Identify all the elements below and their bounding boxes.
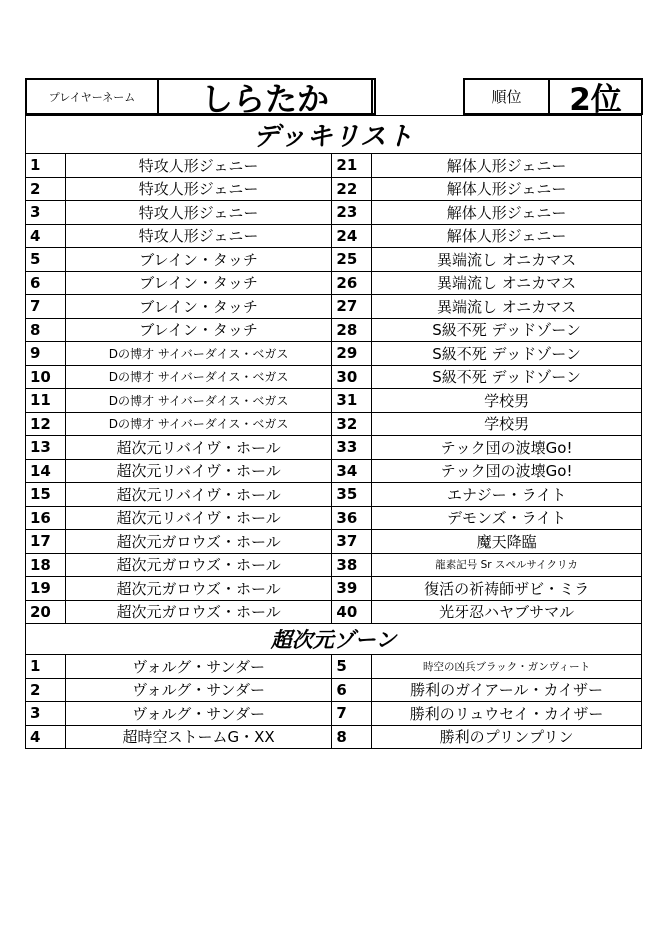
hyper-row (26, 725, 642, 749)
card-name-left: 特攻人形ジェニー (65, 154, 332, 178)
card-name-right: 解体人形ジェニー (372, 154, 642, 178)
player-name-box (25, 78, 376, 118)
card-name-right: テック団の波壊Go! (372, 459, 642, 483)
card-name-left: Dの博才 サイバーダイス・ベガス (65, 412, 332, 436)
card-number-right: 5 (332, 655, 372, 679)
card-number-left: 1 (26, 655, 66, 679)
card-number-left: 4 (26, 725, 66, 749)
card-name-left: 超次元ガロウズ・ホール (65, 577, 332, 601)
card-number-right: 40 (332, 600, 372, 624)
card-name-right: S級不死 デッドゾーン (372, 318, 642, 342)
card-number-left: 13 (26, 436, 66, 460)
hyper-row (26, 702, 642, 726)
card-name-right: 時空の凶兵ブラック・ガンヴィート (372, 655, 642, 679)
card-name-left: ヴォルグ・サンダー (65, 678, 332, 702)
player-name-label: プレイヤーネーム (27, 80, 159, 113)
deck-row (26, 412, 642, 436)
deck-row (26, 154, 642, 178)
deck-list-body (26, 116, 642, 749)
deck-row (26, 365, 642, 389)
card-name-right: 龍素記号 Sr スペルサイクリカ (372, 553, 642, 577)
deck-row (26, 201, 642, 225)
card-number-left: 14 (26, 459, 66, 483)
card-number-left: 11 (26, 389, 66, 413)
card-number-right: 34 (332, 459, 372, 483)
deck-row (26, 271, 642, 295)
card-name-left: 超時空ストームG・XX (65, 725, 332, 749)
card-number-right: 25 (332, 248, 372, 272)
deck-row (26, 224, 642, 248)
card-number-left: 8 (26, 318, 66, 342)
card-name-left: Dの博才 サイバーダイス・ベガス (65, 365, 332, 389)
card-name-left: 超次元リバイヴ・ホール (65, 459, 332, 483)
card-number-right: 21 (332, 154, 372, 178)
card-number-left: 18 (26, 553, 66, 577)
card-name-left: 超次元リバイヴ・ホール (65, 506, 332, 530)
card-name-left: 超次元ガロウズ・ホール (65, 530, 332, 554)
card-number-right: 29 (332, 342, 372, 366)
card-number-right: 36 (332, 506, 372, 530)
card-name-left: 超次元ガロウズ・ホール (65, 600, 332, 624)
deck-row (26, 248, 642, 272)
card-name-right: 解体人形ジェニー (372, 177, 642, 201)
card-name-right: 復活の祈祷師ザビ・ミラ (372, 577, 642, 601)
card-number-left: 9 (26, 342, 66, 366)
card-number-left: 3 (26, 201, 66, 225)
deck-row (26, 459, 642, 483)
player-name-value: しらたか (159, 80, 373, 113)
card-name-right: 勝利のプリンプリン (372, 725, 642, 749)
card-number-right: 32 (332, 412, 372, 436)
deck-row (26, 342, 642, 366)
card-number-left: 6 (26, 271, 66, 295)
hyper-zone-title-row (26, 624, 642, 655)
deck-row (26, 389, 642, 413)
card-number-right: 7 (332, 702, 372, 726)
deck-row (26, 295, 642, 319)
card-number-left: 10 (26, 365, 66, 389)
card-number-right: 27 (332, 295, 372, 319)
hyper-row (26, 678, 642, 702)
card-number-left: 2 (26, 678, 66, 702)
card-name-right: 解体人形ジェニー (372, 224, 642, 248)
card-name-right: 学校男 (372, 412, 642, 436)
deck-row (26, 436, 642, 460)
card-name-right: 解体人形ジェニー (372, 201, 642, 225)
card-name-left: Dの博才 サイバーダイス・ベガス (65, 389, 332, 413)
card-name-left: 超次元リバイヴ・ホール (65, 436, 332, 460)
deck-row (26, 506, 642, 530)
card-name-right: 異端流し オニカマス (372, 271, 642, 295)
card-name-right: テック団の波壊Go! (372, 436, 642, 460)
hyper-row (26, 655, 642, 679)
card-name-left: ブレイン・タッチ (65, 318, 332, 342)
card-name-right: 魔天降臨 (372, 530, 642, 554)
card-name-right: 光牙忍ハヤブサマル (372, 600, 642, 624)
card-number-left: 4 (26, 224, 66, 248)
card-number-right: 38 (332, 553, 372, 577)
card-number-right: 33 (332, 436, 372, 460)
rank-label: 順位 (465, 80, 550, 113)
card-name-right: 異端流し オニカマス (372, 248, 642, 272)
card-number-right: 22 (332, 177, 372, 201)
card-number-right: 23 (332, 201, 372, 225)
card-number-left: 3 (26, 702, 66, 726)
card-name-left: ヴォルグ・サンダー (65, 702, 332, 726)
card-number-left: 16 (26, 506, 66, 530)
card-number-left: 5 (26, 248, 66, 272)
deck-row (26, 553, 642, 577)
card-number-right: 6 (332, 678, 372, 702)
card-name-right: 異端流し オニカマス (372, 295, 642, 319)
card-number-right: 30 (332, 365, 372, 389)
card-number-left: 7 (26, 295, 66, 319)
card-number-right: 39 (332, 577, 372, 601)
card-name-left: 特攻人形ジェニー (65, 224, 332, 248)
card-number-right: 35 (332, 483, 372, 507)
deck-row (26, 600, 642, 624)
rank-value: 2位 (569, 82, 622, 118)
card-number-left: 2 (26, 177, 66, 201)
deck-title: デッキリスト (26, 116, 642, 154)
card-number-left: 20 (26, 600, 66, 624)
card-name-right: 勝利のガイアール・カイザー (372, 678, 642, 702)
card-name-right: 学校男 (372, 389, 642, 413)
card-name-right: S級不死 デッドゾーン (372, 365, 642, 389)
hyper-zone-title: 超次元ゾーン (26, 624, 642, 655)
card-name-left: ブレイン・タッチ (65, 248, 332, 272)
card-number-right: 8 (332, 725, 372, 749)
card-name-left: ヴォルグ・サンダー (65, 655, 332, 679)
rank-box (463, 78, 643, 118)
card-name-left: Dの博才 サイバーダイス・ベガス (65, 342, 332, 366)
deck-row (26, 483, 642, 507)
card-name-left: 特攻人形ジェニー (65, 201, 332, 225)
card-name-left: 超次元ガロウズ・ホール (65, 553, 332, 577)
deck-list-table (25, 115, 642, 749)
deck-row (26, 530, 642, 554)
card-number-left: 17 (26, 530, 66, 554)
card-number-left: 19 (26, 577, 66, 601)
card-number-right: 37 (332, 530, 372, 554)
card-number-right: 24 (332, 224, 372, 248)
deck-title-row (26, 116, 642, 154)
deck-row (26, 577, 642, 601)
card-name-right: 勝利のリュウセイ・カイザー (372, 702, 642, 726)
card-name-left: ブレイン・タッチ (65, 295, 332, 319)
card-name-left: ブレイン・タッチ (65, 271, 332, 295)
card-number-right: 28 (332, 318, 372, 342)
card-number-left: 15 (26, 483, 66, 507)
card-number-left: 1 (26, 154, 66, 178)
card-number-left: 12 (26, 412, 66, 436)
card-name-left: 特攻人形ジェニー (65, 177, 332, 201)
card-number-right: 26 (332, 271, 372, 295)
deck-row (26, 318, 642, 342)
deck-row (26, 177, 642, 201)
card-name-right: エナジー・ライト (372, 483, 642, 507)
card-name-left: 超次元リバイヴ・ホール (65, 483, 332, 507)
card-name-right: デモンズ・ライト (372, 506, 642, 530)
card-name-right: S級不死 デッドゾーン (372, 342, 642, 366)
card-number-right: 31 (332, 389, 372, 413)
